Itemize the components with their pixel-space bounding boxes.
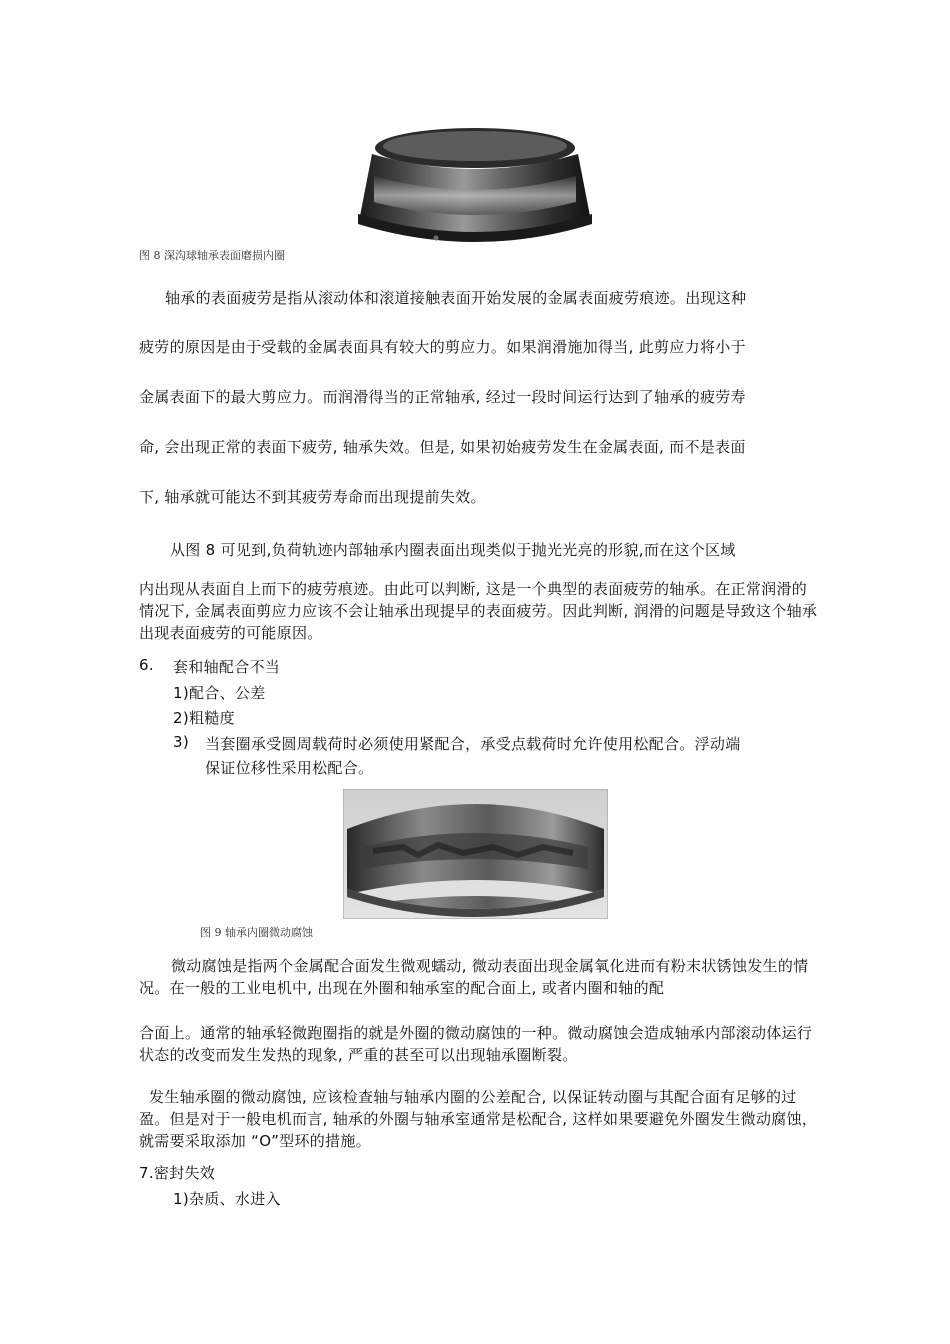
fretting-ring-photo	[343, 789, 608, 919]
section6-item1: 1)配合、公差	[173, 684, 266, 702]
para2-body: 内出现从表面自上而下的疲劳痕迹。由此可以判断, 这是一个典型的表面疲劳的轴承。在正常润滑的情况下, 金属表面剪应力应该不会让轴承出现提早的表面疲劳。因此判断, 润滑的问题是导致这个轴承出现表面疲劳的可能原因。	[139, 580, 818, 642]
para1-line5: 下, 轴承就可能达不到其疲劳寿命而出现提前失效。	[139, 488, 486, 506]
para1-line1: 轴承的表面疲劳是指从滚动体和滚道接触表面开始发展的金属表面疲劳痕迹。出现这种	[165, 289, 747, 307]
section6-item3-number: 3)	[173, 733, 189, 751]
section6-item2: 2)粗糙度	[173, 709, 235, 727]
section6-item3-text: 当套圈承受圆周载荷时必须使用紧配合，承受点载荷时允许使用松配合。浮动端	[205, 735, 741, 753]
para3-part2: 合面上。通常的轴承轻微跑圈指的就是外圈的微动腐蚀的一种。微动腐蚀会造成轴承内部滚动体运行状态的改变而发生发热的现象, 严重的甚至可以出现轴承圈断裂。	[139, 1024, 813, 1064]
section6-item3-cont: 保证位移性采用松配合。	[205, 759, 374, 777]
para1-line3: 金属表面下的最大剪应力。而润滑得当的正常轴承, 经过一段时间运行达到了轴承的疲劳寿	[139, 388, 746, 406]
para1-line4: 命, 会出现正常的表面下疲劳, 轴承失效。但是, 如果初始疲劳发生在金属表面, 而不是表面	[139, 438, 746, 456]
section6-title: 套和轴配合不当	[173, 658, 281, 676]
section6-number: 6.	[139, 656, 154, 674]
para3-part1: 微动腐蚀是指两个金属配合面发生微观蠕动, 微动表面出现金属氧化进而有粉末状锈蚀发生的情况。在一般的工业电机中, 出现在外圈和轴承室的配合面上, 或者内圈和轴的配	[139, 957, 809, 997]
figure-9-caption: 图 9 轴承内圈微动腐蚀	[200, 926, 313, 939]
para1-line2: 疲劳的原因是由于受载的金属表面具有较大的剪应力。如果润滑施加得当, 此剪应力将小于	[139, 338, 746, 356]
section7-item1: 1)杂质、水进入	[173, 1190, 281, 1208]
para2-line1: 从图 8 可见到,负荷轨迹内部轴承内圈表面出现类似于抛光光亮的形貌,而在这个区域	[170, 541, 736, 559]
section7-title: 7.密封失效	[139, 1164, 216, 1182]
para4: 发生轴承圈的微动腐蚀, 应该检查轴与轴承内圈的公差配合, 以保证转动圈与其配合面有足够的过盈。但是对于一般电机而言, 轴承的外圈与轴承室通常是松配合, 这样如果要避免外圈发生微动腐蚀，就需要采取添加 “O”型环的措施。	[139, 1088, 818, 1150]
figure-8-caption: 图 8 深沟球轴承表面磨损内圈	[139, 249, 285, 262]
bearing-ring-photo	[352, 124, 598, 242]
